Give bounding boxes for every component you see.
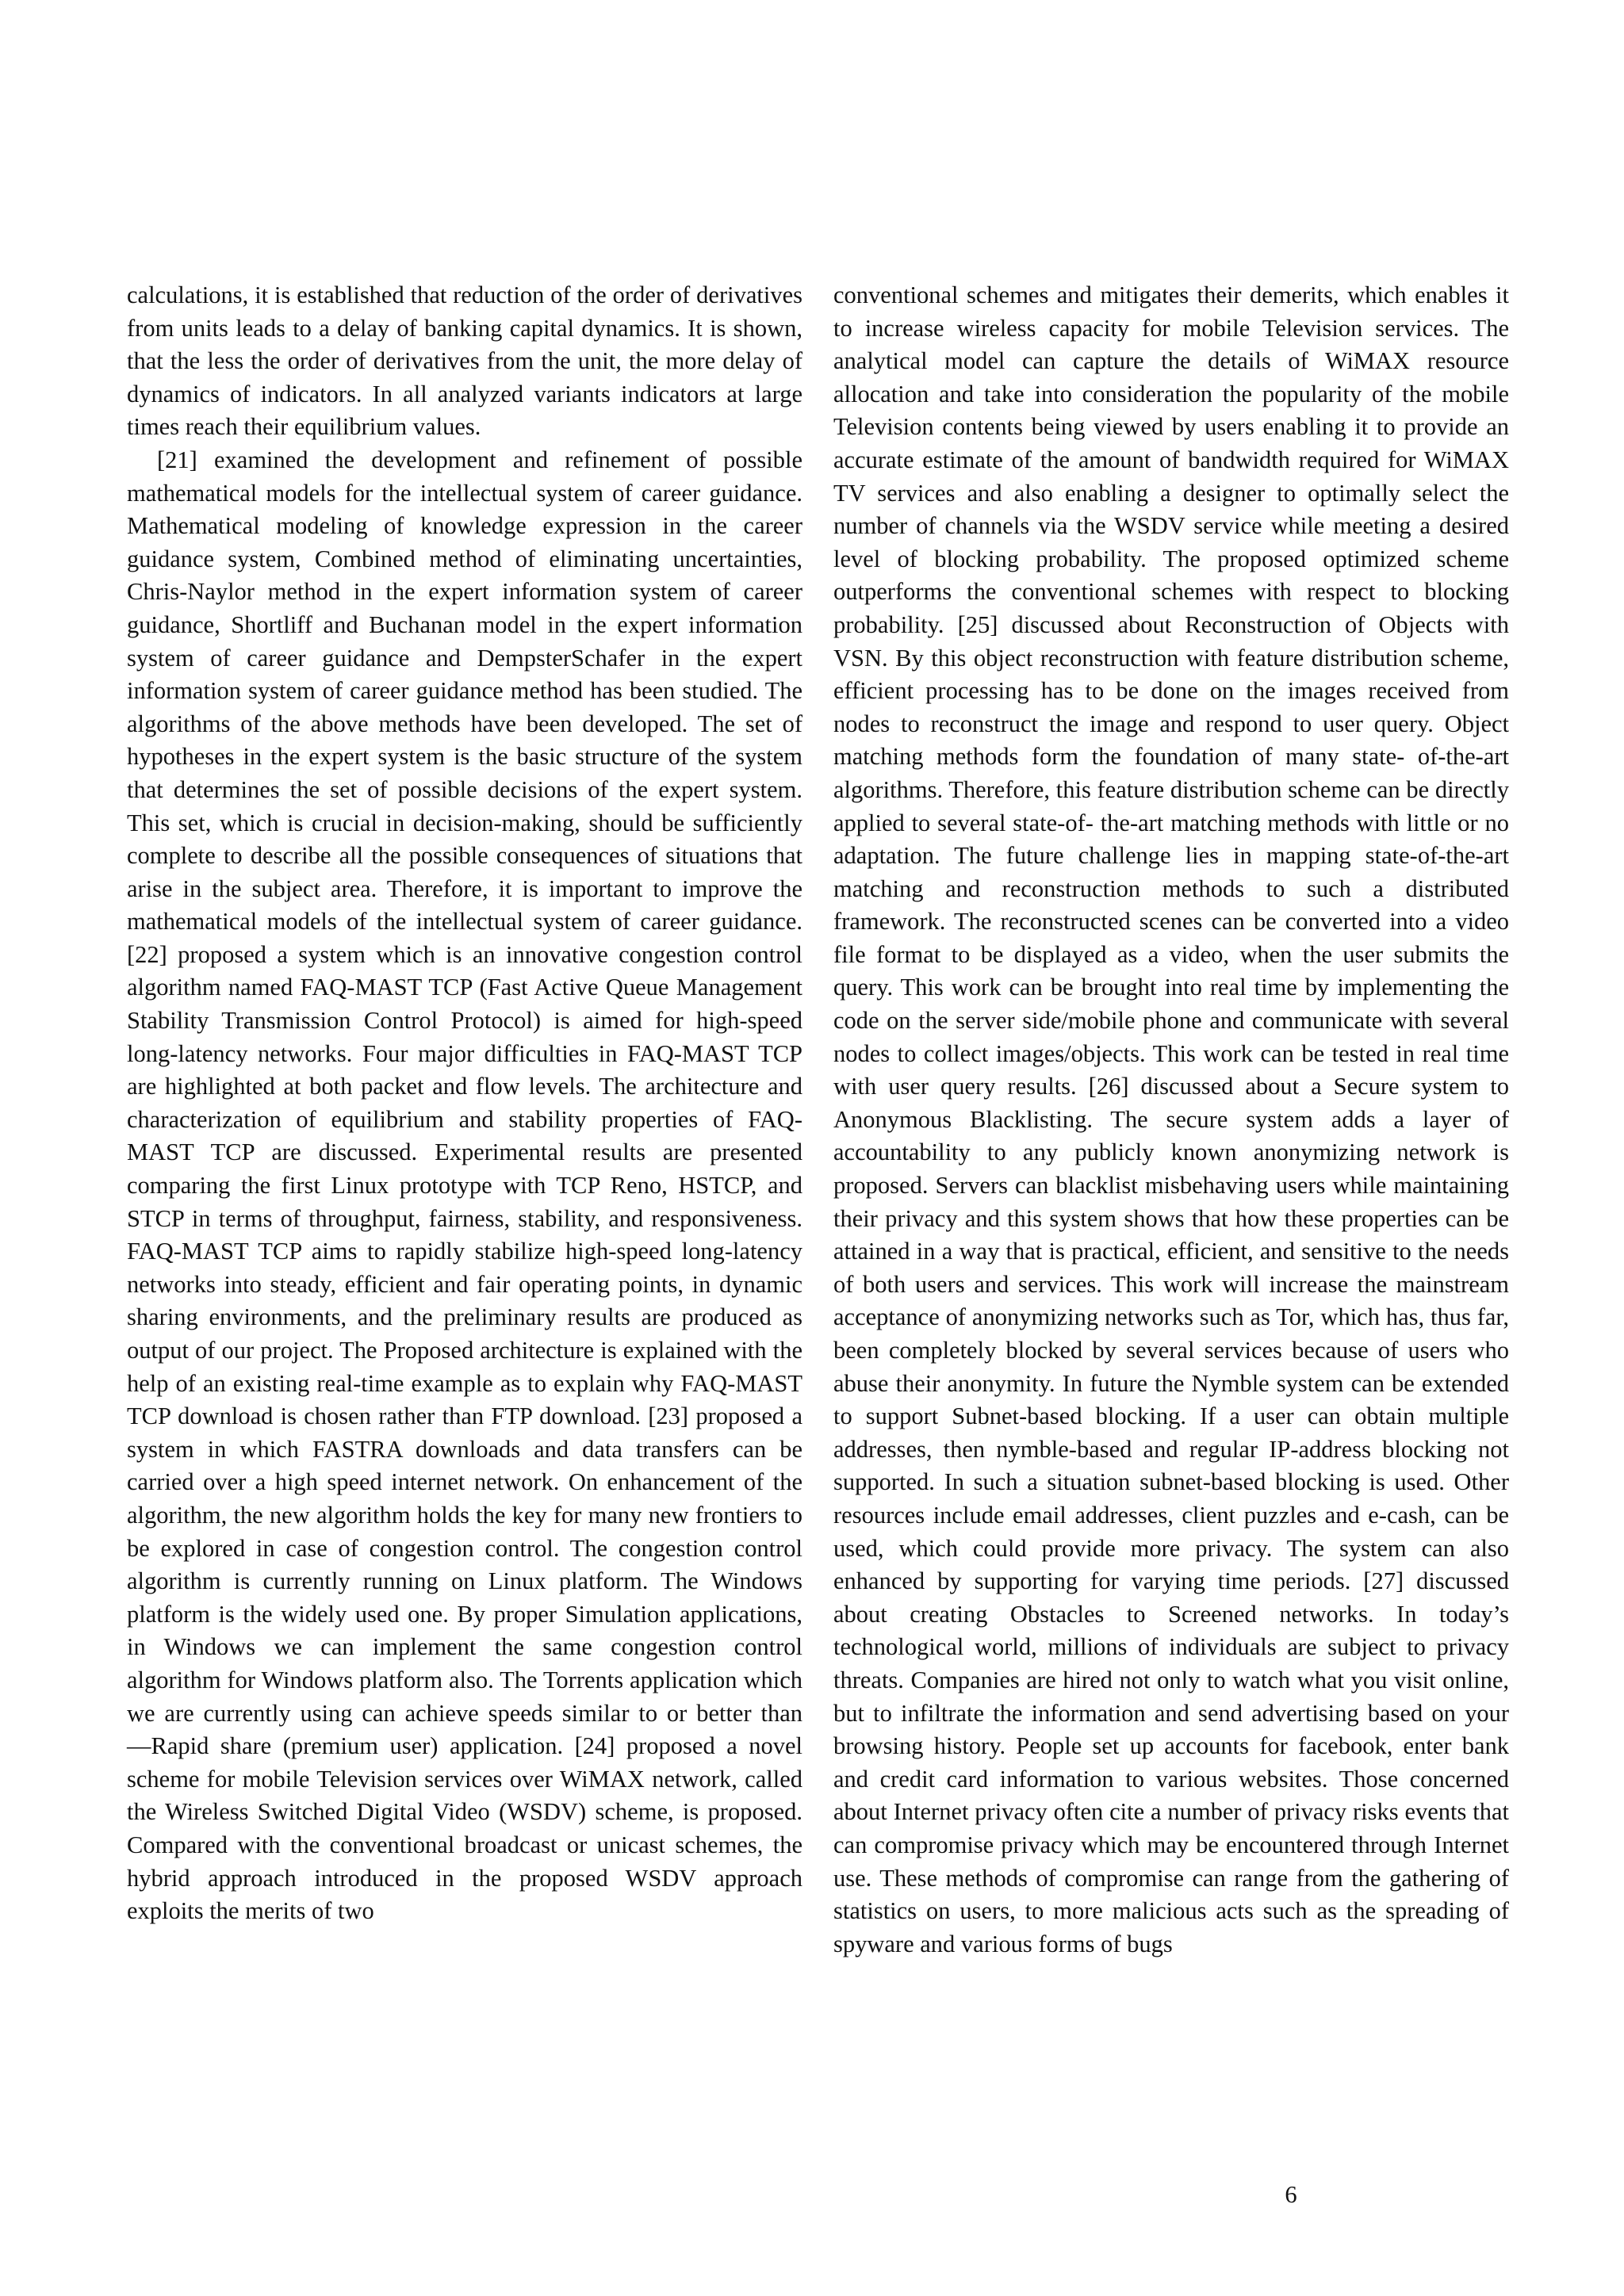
right-paragraph-1: conventional schemes and mitigates their demerits, which enables it to increase wireless capacity for mobile Television services. The analytical model can capture the details of WiMAX resource allocation and take into consideration the popularity of the mobile Television contents being viewed by users enabling it to provide an accurate estimate of the amount of bandwidth required for WiMAX TV services and also enabling a designer to optimally select the number of channels via the WSDV service while meeting a desired level of blocking probability. The proposed optimized scheme outperforms the conventional schemes with respect to blocking probability. [25] discussed about Reconstruction of Objects with VSN. By this object reconstruction with feature distribution scheme, efficient processing has to be done on the images received from nodes to reconstruct the image and respond to user query. Object matching methods form the foundation of many state- of-the-art algorithms. Therefore, this feature distribution scheme can be directly applied to several state-of- the-art matching methods with little or no adaptation. The future challenge lies in mapping state-of-the-art matching and reconstruction methods to such a distributed framework. The reconstructed scenes can be converted into a video file format to be displayed as a video, when the user submits the query. This work can be brought into real time by implementing the code on the server side/mobile phone and communicate with several nodes to collect images/objects. This work can be tested in real time with user query results. [26] discussed about a Secure system to Anonymous Blacklisting. The secure system adds a layer of accountability to any publicly known anonymizing network is proposed. Servers can blacklist misbehaving users while maintaining their privacy and this system shows that how these properties can be attained in a way that is practical, efficient, and sensitive to the needs of both users and services. This work will increase the mainstream acceptance of anonymizing networks such as Tor, which has, thus far, been completely blocked by several services because of users who abuse their anonymity. In future the Nymble system can be extended to support Subnet-based blocking. If a user can obtain multiple addresses, then nymble-based and regular IP-address blocking not supported. In such a situation subnet-based blocking is used. Other resources include email addresses, client puzzles and e-cash, can be used, which could provide more privacy. The system can also enhanced by supporting for varying time periods. [27] discussed about creating Obstacles to Screened networks. In today’s technological world, millions of individuals are subject to privacy threats. Companies are hired not only to watch what you visit online, but to infiltrate the information and send advertising based on your browsing history. People set up accounts for facebook, enter bank and credit card information to various websites. Those concerned about Internet privacy often cite a number of privacy risks events that can compromise privacy which may be encountered through Internet use. These methods of compromise can range from the gathering of statistics on users, to more malicious acts such as the spreading of spyware and various forms of bugs <box>833 281 1509 1957</box>
left-paragraph-2: [21] examined the development and refinement of possible mathematical models for the intellectual system of career guidance. Mathematical modeling of knowledge expression in the career guidance system, Combined method of eliminating uncertainties, Chris-Naylor method in the expert information system of career guidance, Shortliff and Buchanan model in the expert information system of career guidance and DempsterSchafer in the expert information system of career guidance method has been studied. The algorithms of the above methods have been developed. The set of hypotheses in the expert system is the basic structure of the system that determines the set of possible decisions of the expert system. This set, which is crucial in decision-making, should be sufficiently complete to describe all the possible consequences of situations that arise in the subject area. Therefore, it is important to improve the mathematical models of the intellectual system of career guidance. [22] proposed a system which is an innovative congestion control algorithm named FAQ-MAST TCP (Fast Active Queue Management Stability Transmission Control Protocol) is aimed for high-speed long-latency networks. Four major difficulties in FAQ-MAST TCP are highlighted at both packet and flow levels. The architecture and characterization of equilibrium and stability properties of FAQ-MAST TCP are discussed. Experimental results are presented comparing the first Linux prototype with TCP Reno, HSTCP, and STCP in terms of throughput, fairness, stability, and responsiveness. FAQ-MAST TCP aims to rapidly stabilize high-speed long-latency networks into steady, efficient and fair operating points, in dynamic sharing environments, and the preliminary results are produced as output of our project. The Proposed architecture is explained with the help of an existing real-time example as to explain why FAQ-MAST TCP download is chosen rather than FTP download. [23] proposed a system in which FASTRA downloads and data transfers can be carried over a high speed internet network. On enhancement of the algorithm, the new algorithm holds the key for many new frontiers to be explored in case of congestion control. The congestion control algorithm is currently running on Linux platform. The Windows platform is the widely used one. By proper Simulation applications, in Windows we can implement the same congestion control algorithm for Windows platform also. The Torrents application which we are currently using can achieve speeds similar to or better than ―Rapid share (premium user) application. [24] proposed a novel scheme for mobile Television services over WiMAX network, called the Wireless Switched Digital Video (WSDV) scheme, is proposed. Compared with the conventional broadcast or unicast schemes, the hybrid approach introduced in the proposed WSDV approach exploits the merits of two <box>127 446 802 1925</box>
left-text-column <box>127 279 802 1928</box>
page-number: 6 <box>1285 2181 1297 2208</box>
right-text-column <box>833 279 1509 1961</box>
left-paragraph-1: calculations, it is established that reduction of the order of derivatives from units leads to a delay of banking capital dynamics. It is shown, that the less the order of derivatives from the unit, the more delay of dynamics of indicators. In all analyzed variants indicators at large times reach their equilibrium values. <box>127 281 802 441</box>
